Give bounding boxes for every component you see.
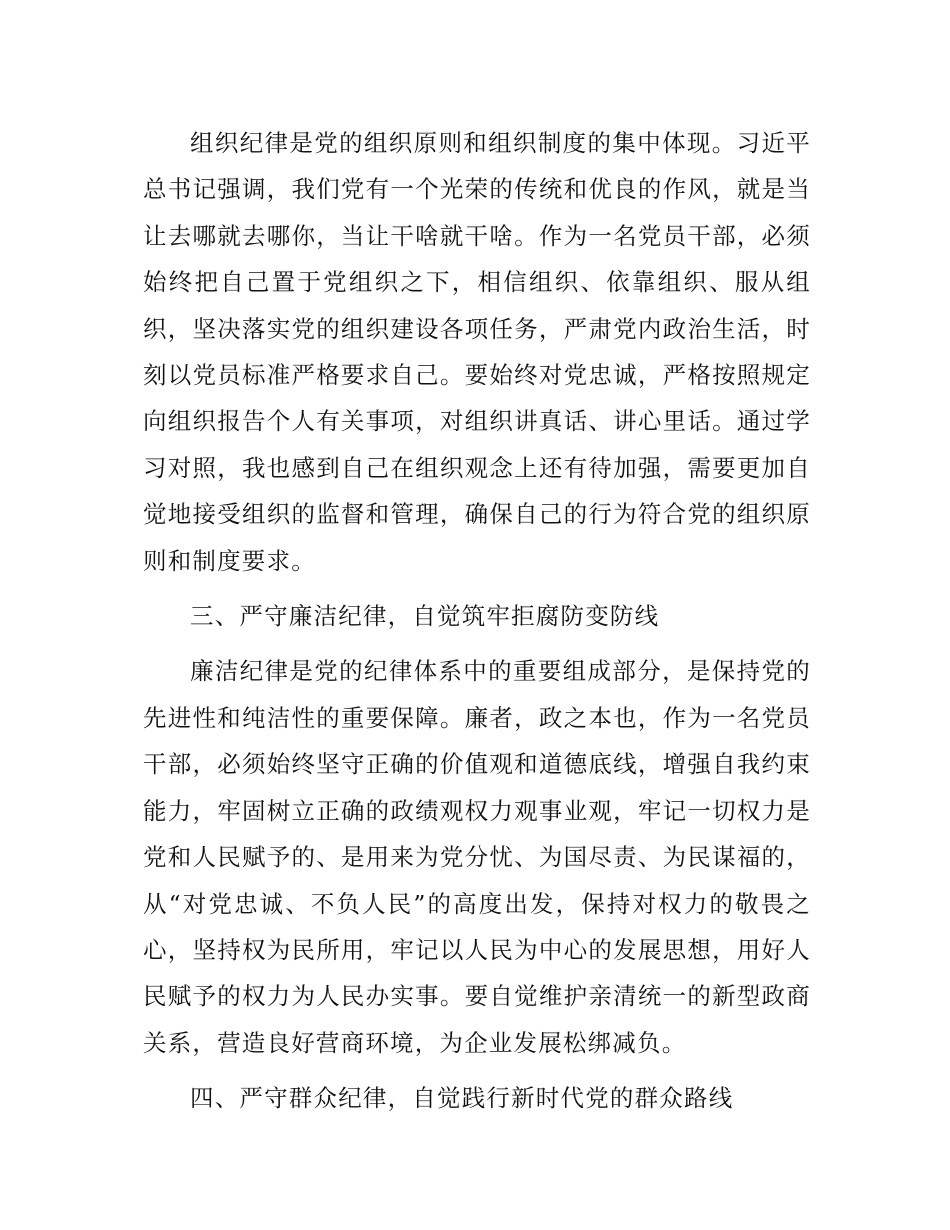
section-heading-integrity-discipline: 三、严守廉洁纪律，自觉筑牢拒腐防变防线 bbox=[190, 602, 660, 631]
section-heading-mass-discipline: 四、严守群众纪律，自觉践行新时代党的群众路线 bbox=[190, 1084, 734, 1113]
document-body bbox=[143, 120, 811, 1131]
paragraph-integrity-discipline: 廉洁纪律是党的纪律体系中的重要组成部分，是保持党的先进性和纯洁性的重要保障。廉者，政之本也，作为一名党员干部，必须始终坚守正确的价值观和道德底线，增强自我约束能力，牢固树立正确的政绩观权力观事业观，牢记一切权力是党和人民赋予的、是用来为党分忧、为国尽责、为民谋福的，从“对党忠诚、不负人民”的高度出发，保持对权力的敬畏之心，坚持权为民所用，牢记以人民为中心的发展思想，用好人民赋予的权力为人民办实事。要自觉维护亲清统一的新型政商关系，营造良好营商环境，为企业发展松绑减负。 bbox=[143, 657, 811, 1057]
paragraph-organizational-discipline: 组织纪律是党的组织原则和组织制度的集中体现。习近平总书记强调，我们党有一个光荣的传统和优良的作风，就是当让去哪就去哪你，当让干啥就干啥。作为一名党员干部，必须始终把自己置于党组织之下，相信组织、依靠组织、服从组织，坚决落实党的组织建设各项任务，严肃党内政治生活，时刻以党员标准严格要求自己。要始终对党忠诚，严格按照规定向组织报告个人有关事项，对组织讲真话、讲心里话。通过学习对照，我也感到自己在组织观念上还有待加强，需要更加自觉地接受组织的监督和管理，确保自己的行为符合党的组织原则和制度要求。 bbox=[143, 129, 811, 575]
